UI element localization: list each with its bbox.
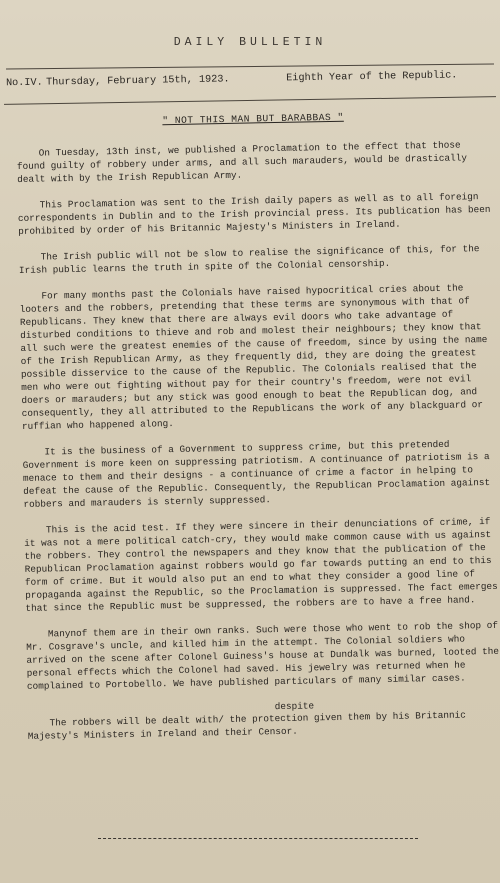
article-body bbox=[16, 109, 500, 756]
volume-number: No.IV. bbox=[5, 77, 43, 90]
year-of-republic: Eighth Year of the Republic. bbox=[286, 70, 458, 85]
article-headline: " NOT THIS MAN BUT BARABBAS " bbox=[162, 111, 344, 127]
masthead-title: DAILY BULLETIN bbox=[173, 36, 327, 49]
header-rule-top bbox=[6, 63, 494, 69]
article-paragraph: It is the business of a Government to suppress crime, but this pretended Government is more keen on suppressing patriotism. A continuance of patriotism is a menace to them and their designs - a continuance of crime a factor in helping to defeat the cause of the Republic. Consequently, the Republican Proclamation against robbers and marauders is sternly suppressed. bbox=[22, 438, 491, 510]
closing-paragraph: The robbers will be dealt with/ the protection given them by his Britannic Majesty's Ministers in Ireland and their Censor. bbox=[27, 709, 466, 742]
end-divider bbox=[98, 838, 418, 839]
article-paragraph: The Irish public will not be slow to realise the significance of this, for the Irish public learns the truth in spite of the Colonial censorship. bbox=[18, 243, 480, 276]
article-paragraph: On Tuesday, 13th inst, we published a Proclamation to the effect that those found guilty of robbery under arms, and all such marauders, would be drastically dealt with by the Irish Republican Army. bbox=[16, 139, 468, 185]
article-paragraph: For many months past the Colonials have raised hypocritical cries about the looters and the robbers, pretending that these terms are synonymous with that of Republicans. They knew that there are always evil doors who take advantage of disturbed conditions to thieve and rob and molest their neighbours; they know that all such were the greatest enemies of the cause of freedom, since by using the name of the Irish Republican Army, as they frequently did, they are doing the greatest possible disservice to the cause of the Republic. The Colonials realised that the men who were out fighting without pay for their country's freedom, were not evil doers or marauders; but any stick was good enough to beat the Republican dog, and consequently, they all attributed to the Republicans the work of any blackguard or ruffian who happened along. bbox=[19, 282, 488, 432]
article-paragraph: Manynof them are in their own ranks. Such were those who went to rob the shop of Mr. Cosgrave's uncle, and killed him in the attempt. The Colonial soldiers who arrived on the scene after Colonel Guiness's house at Dundalk was burned, looted the personal effects which the Colonel had saved. His jewelry was returned when he complained to Portobello. We have published particulars of many similar cases. bbox=[26, 619, 500, 692]
issue-date: Thursday, February 15th, 1923. bbox=[46, 74, 230, 89]
header-rule-bottom bbox=[4, 96, 496, 105]
handwritten-insertion: despite bbox=[274, 700, 315, 713]
article-paragraph: This is the acid test. If they were sincere in their denunciations of crime, if it was not a mere political catch-cry, they would make common cause with us against the robbers. They control the newspapers and they know that the publication of the Republican Proclamation against robbers would go far towards putting an end to this form of crime. But it would also put an end to what they consider a good line of propaganda against the Republic, so the Proclamation is suppressed. The fact emerges that since the Republic must be suppressed, the robbers are to have a free hand. bbox=[24, 515, 498, 614]
dateline bbox=[6, 70, 494, 90]
article-paragraph: This Proclamation was sent to the Irish daily papers as well as to all foreign correspondents in Dublin and to the Irish provincial press. Its publication has been prohibited by order of his Britannic Majesty's Ministers in Ireland. bbox=[17, 191, 491, 237]
